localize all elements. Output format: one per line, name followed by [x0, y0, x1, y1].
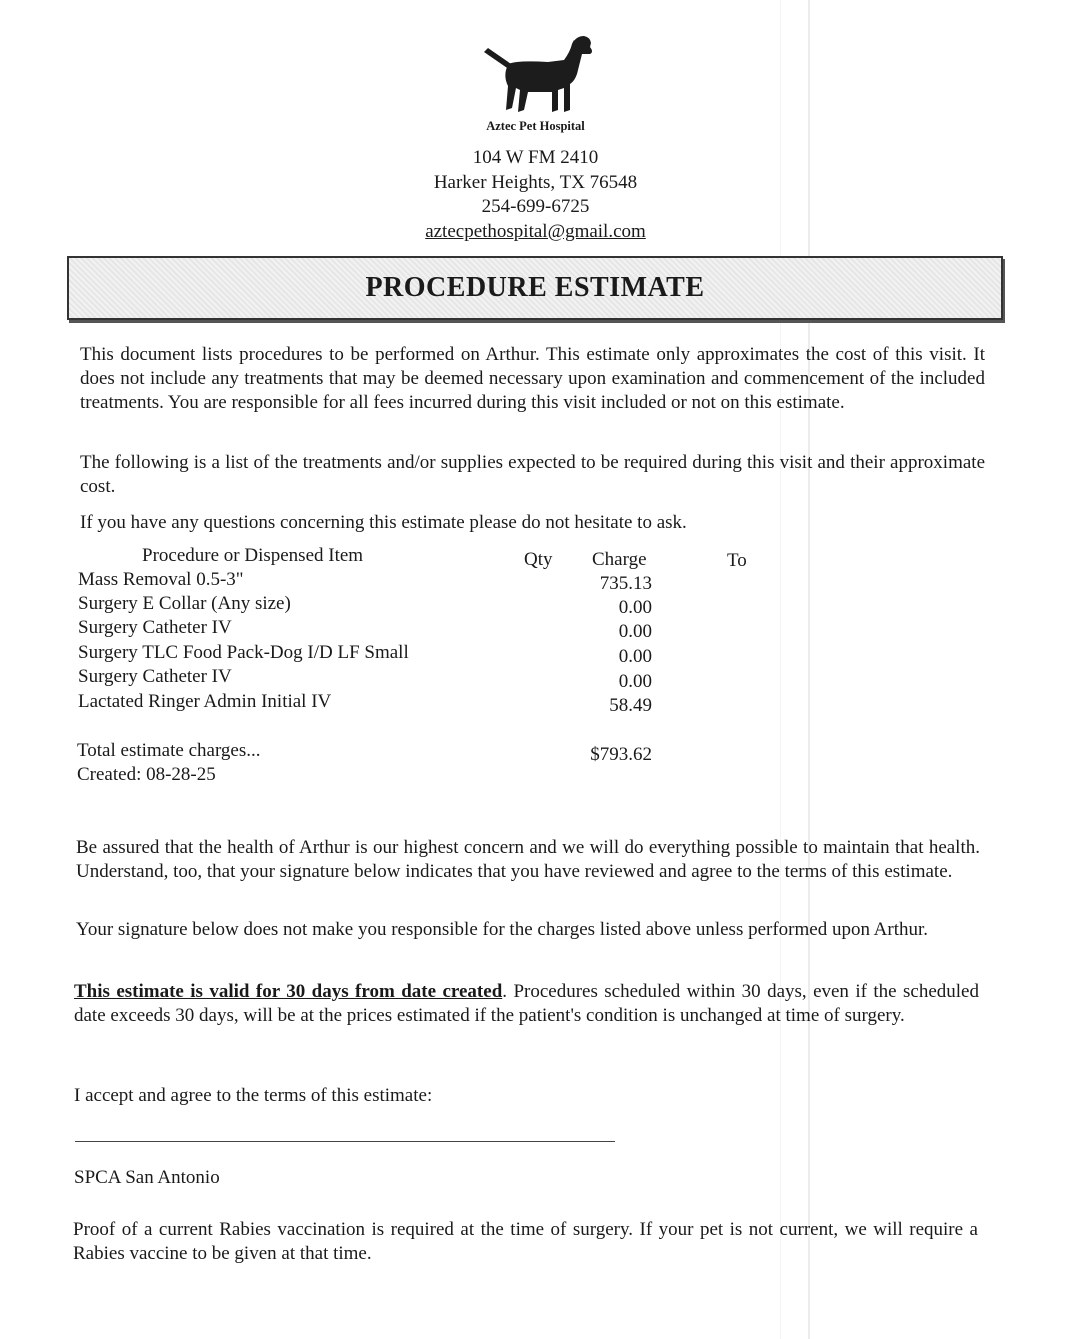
- address-line-2: Harker Heights, TX 76548: [433, 171, 638, 193]
- table-row-item: Surgery Catheter IV: [78, 666, 232, 687]
- validity-rest-text: . Procedures scheduled within 30 days, even if the scheduled date exceeds 30 days, will be at the prices estimated if the patient's condition is unchanged at time of surgery.: [74, 981, 979, 1026]
- signature-note-paragraph: Your signature below does not make you responsible for the charges listed above unless performed upon Arthur.: [76, 919, 929, 940]
- title-banner: [67, 256, 1003, 320]
- created-date: Created: 08-28-25: [77, 764, 216, 785]
- table-row-charge: 735.13: [599, 573, 652, 594]
- column-header-charge: Charge: [592, 549, 647, 570]
- total-label: Total estimate charges...: [77, 740, 261, 761]
- table-row-charge: 0.00: [618, 597, 652, 618]
- table-row-charge: 0.00: [618, 646, 652, 667]
- assurance-paragraph: Be assured that the health of Arthur is our highest concern and we will do everything possible to maintain that health. Understand, too, that your signature below indicates that you have reviewed and agree to the terms of this estimate.: [76, 837, 980, 882]
- intro-paragraph: This document lists procedures to be performed on Arthur. This estimate only approximates the cost of this visit. It does not include any treatments that may be deemed necessary upon examination and commencement of the included treatments. You are responsible for all fees incurred during this visit included or not on this estimate.: [80, 344, 985, 413]
- email-link[interactable]: aztecpethospital@gmail.com: [425, 220, 646, 242]
- validity-paragraph: [74, 980, 979, 1028]
- validity-bold-text: This estimate is valid for 30 days from date created: [74, 981, 503, 1002]
- table-row-item: Lactated Ringer Admin Initial IV: [78, 691, 332, 712]
- signature-line: [75, 1141, 615, 1142]
- address-line-1: 104 W FM 2410: [472, 147, 599, 168]
- table-row-charge: 0.00: [618, 621, 652, 642]
- table-row-item: Surgery Catheter IV: [78, 617, 232, 638]
- column-header-qty: Qty: [524, 549, 553, 570]
- column-header-total: To: [727, 550, 747, 571]
- table-row-item: Surgery TLC Food Pack-Dog I/D LF Small: [78, 642, 409, 663]
- hospital-address: [0, 146, 1071, 244]
- client-name: SPCA San Antonio: [74, 1167, 220, 1188]
- list-intro-paragraph: The following is a list of the treatments and/or supplies expected to be required during this visit and their approximate cost.: [80, 452, 985, 497]
- table-row-item: Mass Removal 0.5-3": [78, 569, 244, 590]
- column-header-item: Procedure or Dispensed Item: [142, 545, 364, 566]
- table-row-charge: 0.00: [618, 671, 652, 692]
- total-value: $793.62: [590, 744, 652, 765]
- questions-line: If you have any questions concerning this estimate please do not hesitate to ask.: [80, 512, 687, 533]
- hospital-name: Aztec Pet Hospital: [486, 119, 585, 133]
- accept-line: I accept and agree to the terms of this estimate:: [74, 1085, 433, 1106]
- table-row-charge: 58.49: [609, 695, 652, 716]
- page-title: PROCEDURE ESTIMATE: [365, 272, 705, 303]
- table-row-item: Surgery E Collar (Any size): [78, 593, 291, 614]
- dog-silhouette-icon: [478, 30, 598, 118]
- rabies-note-paragraph: Proof of a current Rabies vaccination is required at the time of surgery. If your pet is not current, we will require a Rabies vaccine to be given at that time.: [73, 1219, 978, 1264]
- phone-number: 254-699-6725: [481, 196, 590, 217]
